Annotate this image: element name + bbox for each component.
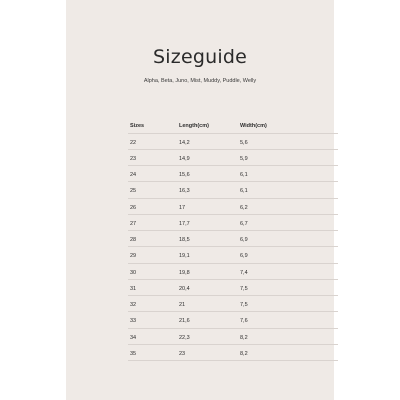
cell-width: 8,2: [240, 350, 248, 357]
cell-width: 7,5: [240, 302, 248, 308]
table-row: [128, 296, 338, 312]
cell-size: 31: [130, 285, 137, 292]
table-row: [128, 215, 338, 231]
cell-width: 7,6: [240, 318, 248, 325]
table-row: [128, 182, 338, 198]
cell-length: 21: [179, 302, 186, 308]
cell-width: 6,7: [240, 220, 248, 227]
table-row: [128, 329, 338, 345]
table-body: [128, 134, 338, 362]
cell-width: 6,1: [240, 172, 248, 178]
table-header-row: [128, 117, 338, 134]
cell-size: 34: [130, 334, 137, 341]
cell-width: 6,2: [240, 204, 248, 211]
cell-length: 14,9: [179, 155, 190, 162]
cell-width: 6,1: [240, 188, 248, 195]
header-sizes: Sizes: [130, 123, 145, 129]
cell-size: 22: [130, 139, 137, 146]
cell-size: 35: [130, 350, 137, 357]
cell-width: 6,9: [240, 237, 248, 243]
cell-length: 14,2: [179, 139, 190, 146]
header-length: Length(cm): [179, 123, 209, 129]
size-guide-card: [66, 0, 334, 400]
header-width: Width(cm): [240, 123, 267, 129]
cell-length: 17,7: [179, 220, 190, 227]
cell-size: 25: [130, 188, 137, 195]
cell-length: 16,3: [179, 188, 190, 195]
cell-length: 18,5: [179, 237, 190, 243]
page-title: Sizeguide: [153, 46, 247, 68]
table-row: [128, 345, 338, 361]
table-row: [128, 280, 338, 296]
cell-length: 23: [179, 350, 186, 357]
cell-size: 32: [130, 302, 137, 308]
cell-size: 23: [130, 155, 137, 162]
cell-length: 20,4: [179, 285, 190, 292]
cell-length: 15,6: [179, 172, 190, 178]
table-row: [128, 247, 338, 263]
cell-length: 21,6: [179, 318, 190, 325]
table-row: [128, 312, 338, 328]
cell-size: 29: [130, 253, 137, 260]
table-row: [128, 199, 338, 215]
cell-length: 19,8: [179, 269, 190, 276]
cell-width: 7,4: [240, 269, 248, 276]
cell-size: 26: [130, 204, 137, 211]
cell-size: 28: [130, 237, 137, 243]
cell-length: 22,3: [179, 334, 190, 341]
cell-size: 24: [130, 172, 137, 178]
cell-width: 5,9: [240, 155, 248, 162]
table-row: [128, 264, 338, 280]
size-table: [128, 117, 338, 361]
cell-size: 30: [130, 269, 137, 276]
cell-size: 33: [130, 318, 137, 325]
product-list-subtitle: Alpha, Beta, Juno, Mist, Muddy, Puddle, Welly: [143, 78, 257, 84]
cell-width: 5,6: [240, 139, 248, 146]
cell-width: 7,5: [240, 285, 248, 292]
table-row: [128, 134, 338, 150]
table-row: [128, 166, 338, 182]
cell-length: 19,1: [179, 253, 190, 260]
cell-width: 6,9: [240, 253, 248, 260]
cell-size: 27: [130, 220, 137, 227]
table-row: [128, 231, 338, 247]
table-row: [128, 150, 338, 166]
cell-width: 8,2: [240, 334, 248, 341]
cell-length: 17: [179, 204, 186, 211]
